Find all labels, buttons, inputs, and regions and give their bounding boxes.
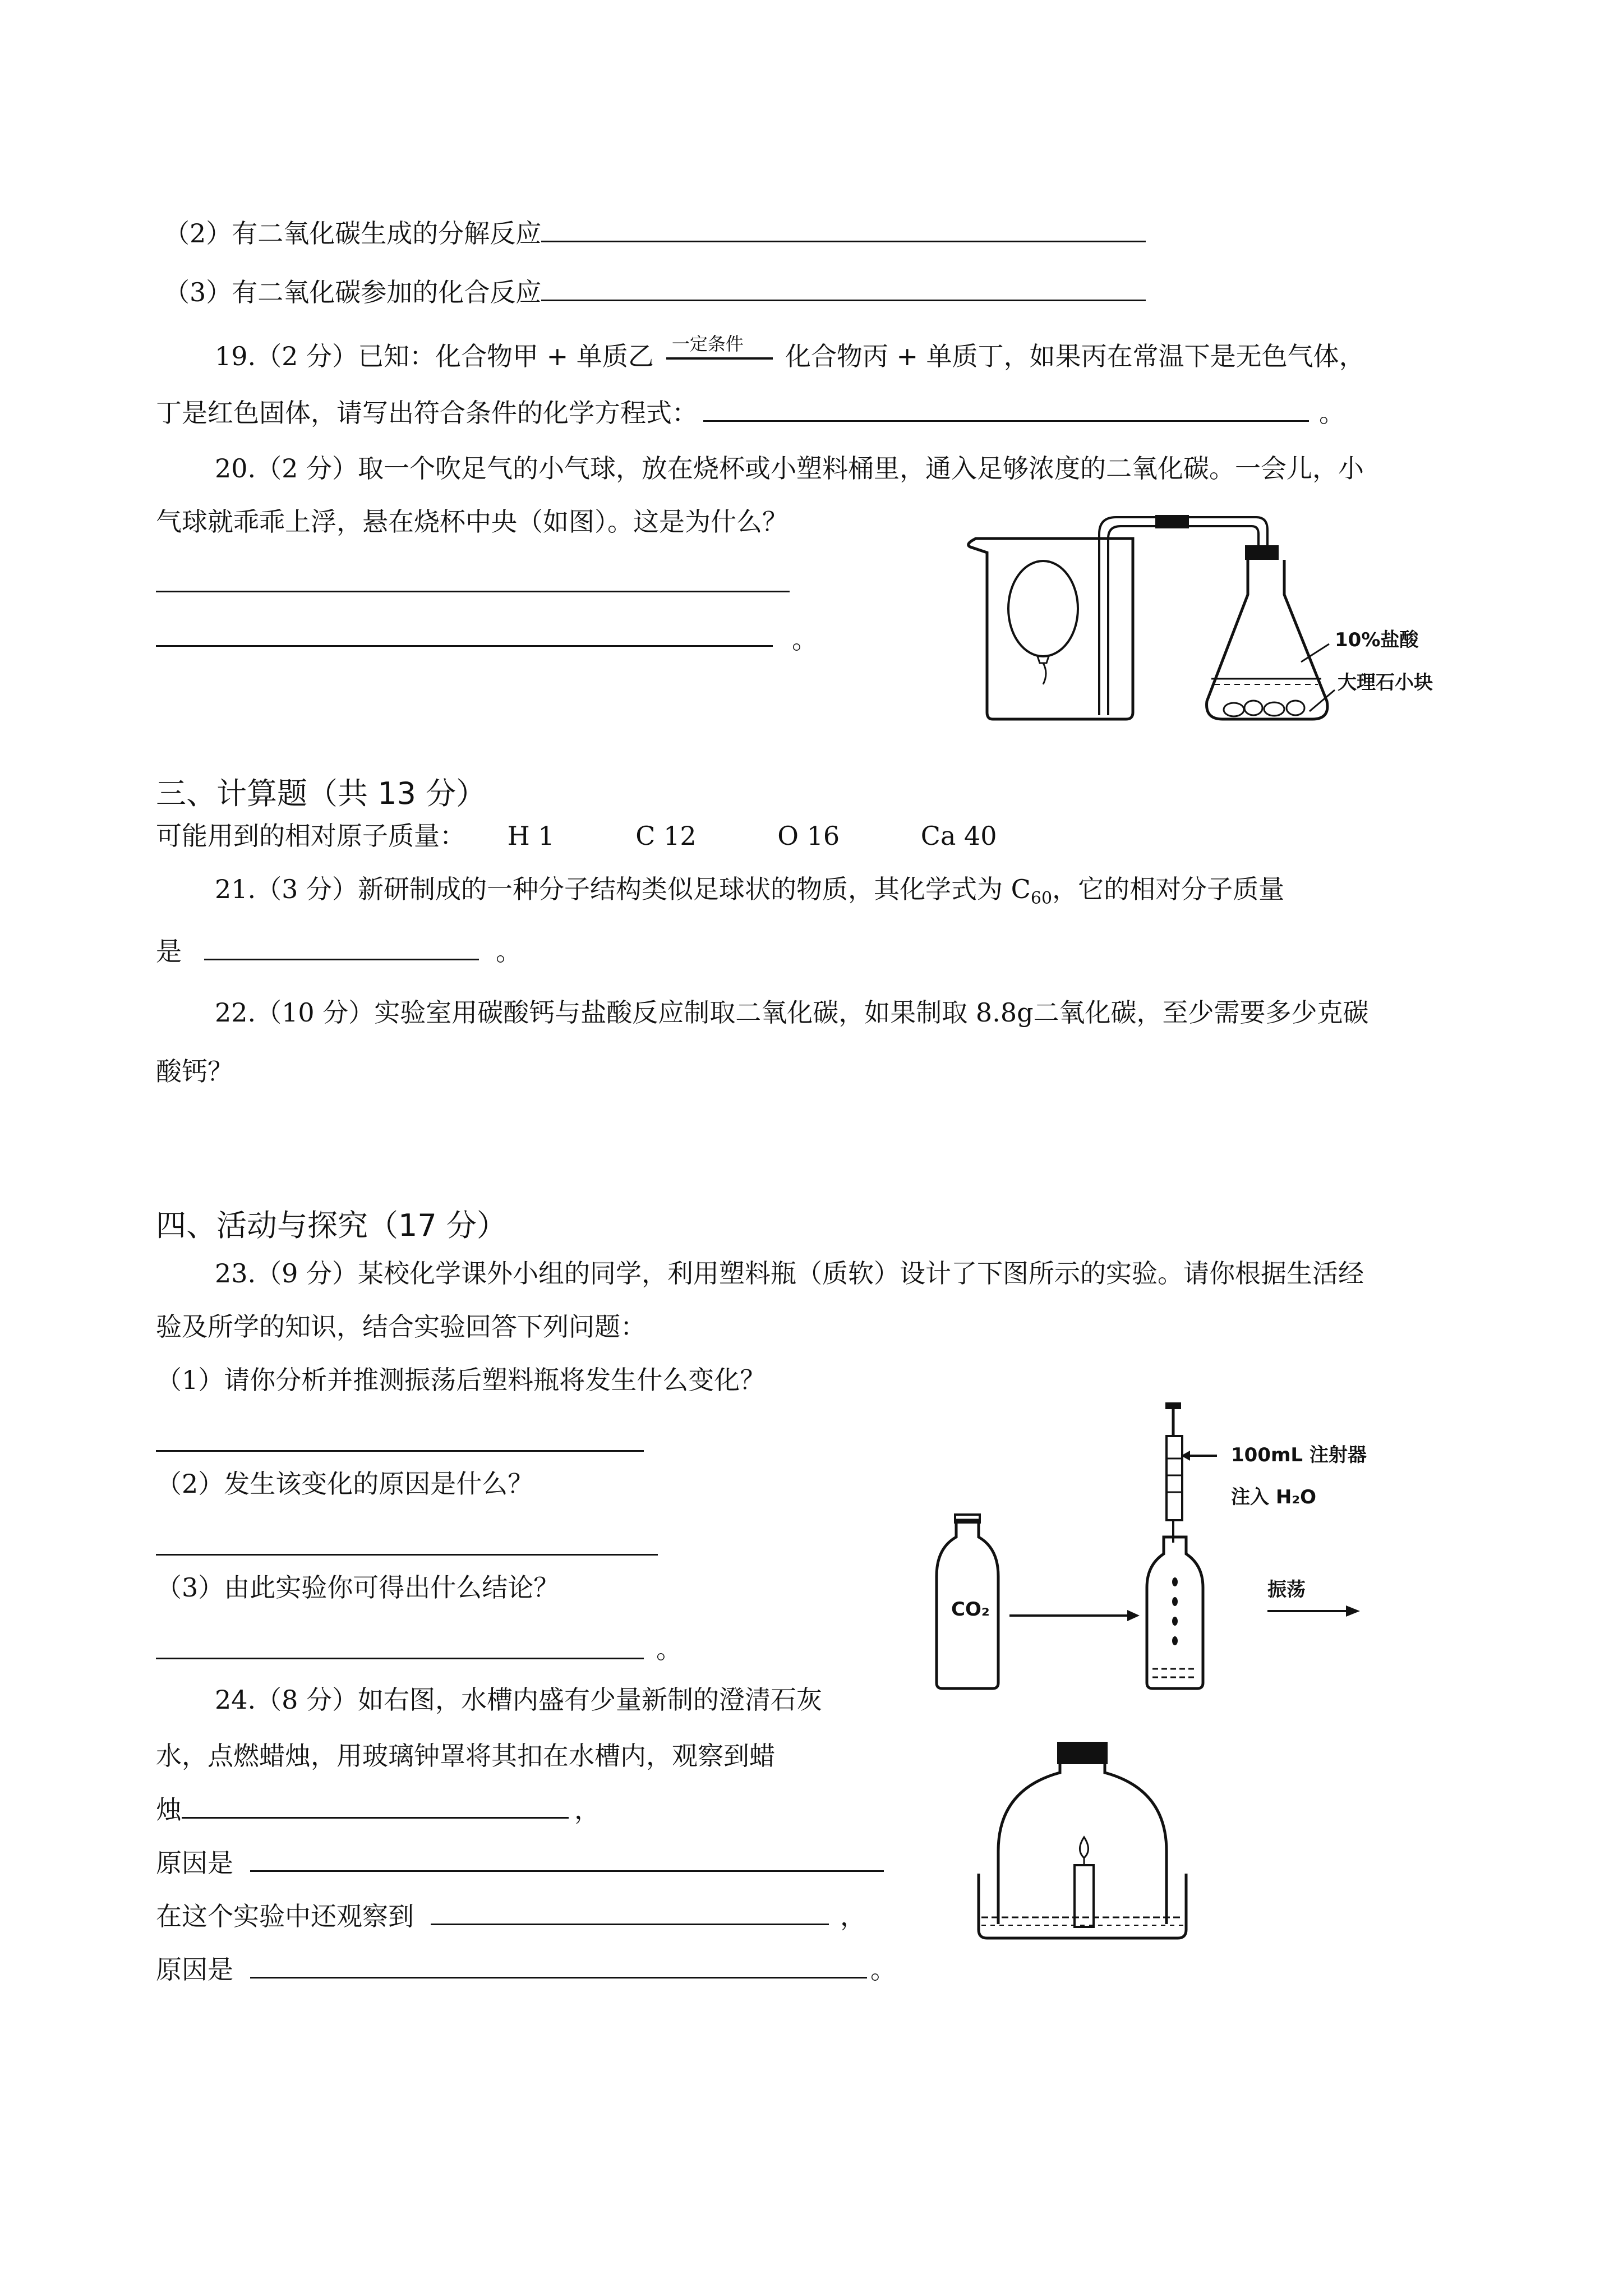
q18-item-2: （2）有二氧化碳生成的分解反应 xyxy=(164,216,1146,250)
q22-line-2: 酸钙？ xyxy=(156,1056,233,1087)
marble-chips xyxy=(1224,701,1304,716)
reaction-condition-arrow xyxy=(666,333,773,373)
q21-line-1: 21.（3 分）新研制成的一种分子结构类似足球状的物质，其化学式为 $C_{60}$，它的相对分子质量 xyxy=(215,874,1285,909)
bell-jar xyxy=(998,1764,1166,1924)
label-inject-water: 注入 H₂O xyxy=(1231,1486,1317,1508)
answer-blank[interactable] xyxy=(156,1554,658,1556)
stopper xyxy=(1245,545,1279,560)
erlenmeyer-flask xyxy=(1207,560,1327,719)
bell-jar-candle-figure xyxy=(976,1739,1200,1947)
answer-blank[interactable] xyxy=(156,645,773,647)
answer-blank[interactable] xyxy=(250,1846,884,1872)
answer-blank[interactable] xyxy=(156,1450,644,1452)
section-title-calculation: 三、计算题（共 13 分） xyxy=(156,776,487,811)
q23-line-2: 验及所学的知识，结合实验回答下列问题： xyxy=(156,1312,646,1342)
label-marble-chips: 大理石小块 xyxy=(1338,671,1433,694)
answer-blank[interactable] xyxy=(431,1899,829,1925)
answer-blank[interactable] xyxy=(541,216,1146,242)
condition-label: 一定条件 xyxy=(671,333,744,355)
q19-line-2: 丁是红色固体，请写出符合条件的化学方程式： 。 xyxy=(156,395,1345,430)
label-hydrochloric-acid: 10%盐酸 xyxy=(1335,629,1419,651)
q24-line-1: 24.（8 分）如右图，水槽内盛有少量新制的澄清石灰 xyxy=(215,1685,823,1715)
section-title-inquiry: 四、活动与探究（17 分） xyxy=(156,1208,507,1243)
q24-reason-1: 原因是 xyxy=(156,1846,884,1880)
answer-blank[interactable] xyxy=(204,934,479,960)
candle-flame xyxy=(1080,1837,1089,1858)
co2-balloon-apparatus-figure xyxy=(965,499,1481,735)
q24-line-2: 水，点燃蜡烛，用玻璃钟罩将其扣在水槽内，观察到蜡 xyxy=(156,1741,775,1771)
q21-line-2: 是 。 xyxy=(156,934,522,968)
answer-blank[interactable] xyxy=(156,1658,644,1659)
q18-item-3: （3）有二氧化碳参加的化合反应 xyxy=(164,275,1146,309)
q24-reason-2: 原因是 。 xyxy=(156,1952,896,1986)
q20-end-mark: 。 xyxy=(792,624,818,655)
answer-blank[interactable] xyxy=(541,275,1146,301)
answer-blank[interactable] xyxy=(156,591,790,592)
q23-subquestion-3: （3）由此实验你可得出什么结论？ xyxy=(156,1572,560,1603)
label-shake: 振荡 xyxy=(1267,1579,1306,1601)
q22-line-1: 22.（10 分）实验室用碳酸钙与盐酸反应制取二氧化碳，如果制取 8.8g二氧化碳，至少需要多少克碳 xyxy=(215,997,1369,1028)
plastic-bottle xyxy=(1147,1537,1203,1688)
atomic-mass-line: 可能用到的相对原子质量： H 1 C 12 O 16 Ca 40 xyxy=(156,821,997,851)
answer-blank[interactable] xyxy=(250,1952,867,1978)
answer-blank[interactable] xyxy=(182,1792,569,1819)
q23-line-1: 23.（9 分）某校化学课外小组的同学，利用塑料瓶（质软）设计了下图所示的实验。请你根据生活经 xyxy=(215,1258,1364,1289)
gas-delivery-tube xyxy=(1099,517,1267,715)
q20-line-1: 20.（2 分）取一个吹足气的小气球，放在烧杯或小塑料桶里，通入足够浓度的二氧化碳。一会儿，小 xyxy=(215,453,1364,484)
q23-subquestion-2: （2）发生该变化的原因是什么？ xyxy=(156,1469,534,1499)
rubber-connector xyxy=(1155,515,1189,528)
q24-observe: 在这个实验中还观察到 ， xyxy=(156,1899,866,1933)
label-syringe: 100mL 注射器 xyxy=(1231,1444,1367,1466)
q23-subquestion-1: （1）请你分析并推测振荡后塑料瓶将发生什么变化？ xyxy=(156,1365,766,1395)
bell-jar-knob xyxy=(1057,1742,1108,1764)
q19-line-1: 19.（2 分）已知：化合物甲 + 单质乙 一定条件 化合物丙 + 单质丁，如果丙在常温下是无色气体， xyxy=(215,339,1365,373)
answer-blank[interactable] xyxy=(703,395,1309,422)
q24-line-3: 烛 ， xyxy=(156,1792,600,1826)
balloon xyxy=(1008,561,1078,656)
syringe xyxy=(1166,1436,1182,1520)
water-drops xyxy=(1172,1577,1178,1645)
balloon-string xyxy=(1038,656,1049,684)
label-co2: CO₂ xyxy=(951,1598,990,1621)
water-trough xyxy=(979,1874,1186,1938)
q23-end-mark: 。 xyxy=(656,1634,682,1664)
co2-bottle-syringe-figure xyxy=(931,1402,1469,1694)
q20-line-2: 气球就乖乖上浮，悬在烧杯中央（如图）。这是为什么？ xyxy=(156,507,788,537)
